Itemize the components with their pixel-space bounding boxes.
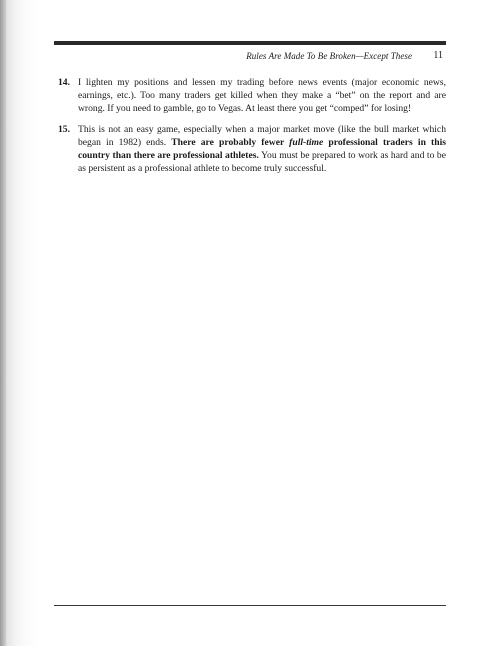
item-text-bold: professional traders in this country than there are professional athletes. bbox=[78, 136, 446, 162]
page-number: 11 bbox=[433, 50, 443, 61]
item-number: 15. bbox=[58, 123, 70, 135]
item-text-bold: There are probably fewer bbox=[171, 136, 290, 148]
item-text-bold-italic: full-time bbox=[289, 136, 324, 148]
list-item-14 bbox=[54, 76, 446, 116]
list-item-15 bbox=[54, 123, 446, 176]
item-text-plain: You must be prepared to work as hard and to be as persistent as a professional athlete to become truly successful. bbox=[78, 150, 446, 175]
binding-shadow bbox=[0, 0, 6, 646]
running-head bbox=[54, 50, 446, 64]
item-text: I lighten my positions and lessen my trading before news events (major economic news, earnings, etc.). Too many traders get killed when they make a “bet” on the report and are wrong. If you need to gamble, go to Vegas. At least there you get “comped” for losing! bbox=[78, 77, 446, 115]
item-number: 14. bbox=[58, 77, 70, 88]
footer-rule bbox=[54, 605, 446, 606]
item-text-plain: This is not an easy game, especially when a major market move (like the bull market which began in 1982) ends. bbox=[78, 123, 446, 148]
main-content bbox=[54, 76, 446, 182]
header-rule bbox=[54, 41, 446, 45]
item-text bbox=[78, 123, 446, 176]
running-title: Rules Are Made To Be Broken—Except These bbox=[246, 51, 412, 61]
